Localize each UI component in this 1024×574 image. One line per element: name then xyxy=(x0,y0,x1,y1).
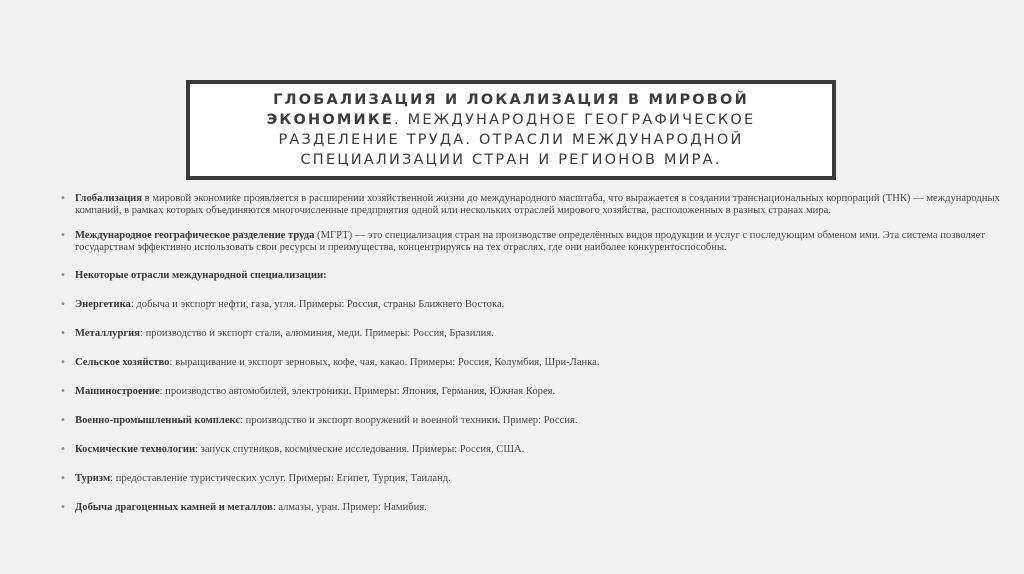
industry-term: Машиностроение xyxy=(75,386,160,397)
paragraph-term: Международное географическое разделение труда xyxy=(75,230,315,241)
industry-term: Энергетика xyxy=(75,299,131,310)
industry-text: : выращивание и экспорт зерновых, кофе, чая, какао. Примеры: Россия, Колумбия, Шри-Ланка. xyxy=(169,357,600,368)
paragraph-globalization xyxy=(60,193,1000,217)
industry-text: : добыча и экспорт нефти, газа, угля. Примеры: Россия, страны Ближнего Востока. xyxy=(130,299,505,310)
list-item-metallurgy xyxy=(60,328,1000,340)
industry-text: : предоставление туристических услуг. Примеры: Египет, Турция, Таиланд. xyxy=(110,473,451,484)
industry-term: Туризм xyxy=(75,473,111,484)
list-item-gems xyxy=(60,502,1000,514)
slide-title-rest: . МЕЖДУНАРОДНОЕ ГЕОГРАФИЧЕСКОЕ РАЗДЕЛЕНИЕ ТРУДА. ОТРАСЛИ МЕЖДУНАРОДНОЙ СПЕЦИАЛИЗАЦИИ СТРАН И РЕГИОНОВ МИРА. xyxy=(278,112,756,168)
list-item-agriculture xyxy=(60,357,1000,369)
industry-text: : производство автомобилей, электроники. Примеры: Япония, Германия, Южная Корея. xyxy=(159,386,556,397)
slide-title xyxy=(190,90,832,170)
industry-text: : производство и экспорт вооружений и военной техники. Пример: Россия. xyxy=(240,415,578,426)
slide-title-box xyxy=(186,80,836,180)
industry-term: Металлургия xyxy=(75,328,141,339)
list-item-machinery xyxy=(60,386,1000,398)
industry-term: Военно-промышленный комплекс xyxy=(75,415,241,426)
industry-term: Сельское хозяйство xyxy=(75,357,170,368)
industry-text: : производство и экспорт стали, алюминия, меди. Примеры: Россия, Бразилия. xyxy=(140,328,494,339)
paragraph-term: Некоторые отрасли международной специализации: xyxy=(75,270,327,281)
list-item-military xyxy=(60,415,1000,427)
paragraph-industries-heading xyxy=(60,270,1000,282)
paragraph-text: (МГРТ) — это специализация стран на производстве определённых видов продукции и услуг с последующим обменом ими. Эта система позволяет государствам эффективно использовать свои ресурсы и преимущества, концентрируясь на тех отраслях, где они наиболее конкурентоспособны. xyxy=(75,230,986,253)
paragraph-term: Глобализация xyxy=(75,193,143,204)
list-item-space xyxy=(60,444,1000,456)
industry-term: Добыча драгоценных камней и металлов xyxy=(75,502,273,513)
list-item-energy xyxy=(60,299,1000,311)
industry-term: Космические технологии xyxy=(75,444,196,455)
slide-content xyxy=(60,193,1000,531)
industry-text: : алмазы, уран. Пример: Намибия. xyxy=(272,502,427,513)
slide-title-bold: ГЛОБАЛИЗАЦИЯ И ЛОКАЛИЗАЦИЯ В МИРОВОЙ ЭКОНОМИКЕ xyxy=(266,92,749,128)
paragraph-mgrt xyxy=(60,230,1000,254)
industry-text: : запуск спутников, космические исследования. Примеры: Россия, США. xyxy=(195,444,525,455)
list-item-tourism xyxy=(60,473,1000,485)
paragraph-text: в мировой экономике проявляется в расширении хозяйственной жизни до международного масштаба, что выражается в создании транснациональных корпораций (ТНК) — международных компаний, в рамках которых объединяются многочисленные предприятия одной или нескольких отраслей мирового хозяйства, расположенных в разных странах мира. xyxy=(75,193,1000,216)
